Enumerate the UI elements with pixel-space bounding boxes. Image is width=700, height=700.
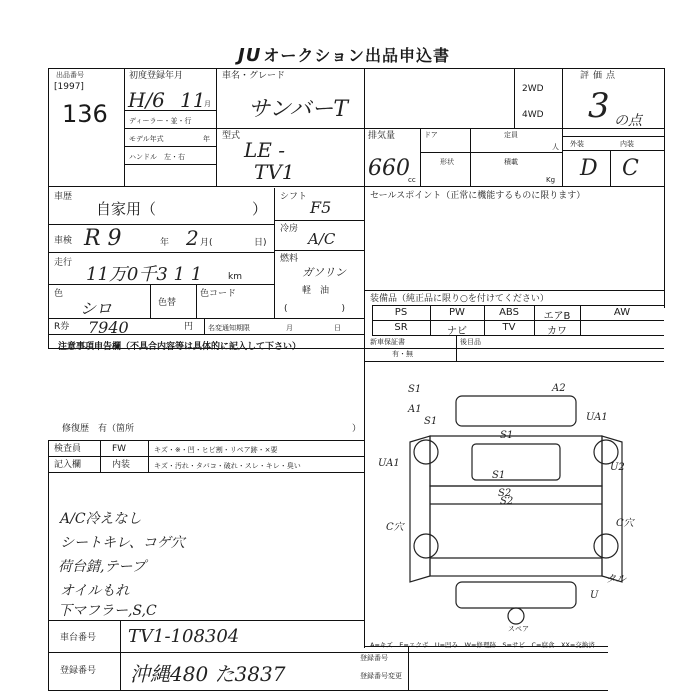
drive-2wd: 2WD [522, 84, 544, 94]
yen-unit: 円 [184, 322, 194, 332]
year-unit: 年 [203, 135, 210, 143]
sales-label: セールスポイント（正常に機能するものに限ります） [370, 191, 586, 201]
car-name-label: 車名・グレード [222, 71, 286, 81]
equipment-row1-item-4: AW [613, 307, 631, 318]
door-label: ドア [424, 131, 438, 139]
paren: ( ) [284, 304, 346, 314]
inspection-year-hand: R 9 [84, 226, 122, 251]
entry-year: [1997] [54, 82, 84, 92]
diagram-wheel-fr [594, 440, 618, 464]
damage-mark: タル [606, 574, 626, 585]
fw-label: FW [112, 444, 127, 454]
first-reg-month: 11 [180, 88, 206, 112]
reg-label: 登録番号 [60, 666, 97, 676]
transfer-label: 名変通知期限 [208, 324, 250, 332]
recycle-value: 7940 [88, 318, 129, 337]
chassis-label: 車台番号 [60, 633, 97, 643]
history-close: ） [252, 200, 268, 218]
transfer-day: 日 [334, 324, 341, 332]
title-text: オークション出品申込書 [263, 46, 451, 65]
diesel-label: 軽 油 [302, 286, 330, 296]
fw-text: キズ・※・凹・ヒビ割・リペア跡・×要 [154, 446, 278, 454]
drive-4wd: 4WD [522, 110, 544, 120]
after-label: 後目品 [460, 338, 481, 346]
dealer-label: ディーラー・並・行 [129, 117, 192, 125]
load-unit: Kg [546, 176, 556, 184]
handwritten-note: A/C冷えなし [60, 511, 142, 527]
handwritten-note: 荷台錆,テープ [58, 559, 146, 575]
entry-label: 出品番号 [56, 71, 84, 79]
fuel-label: 燃料 [280, 254, 299, 264]
entry-number: 136 [62, 100, 108, 128]
repair-close: ） [352, 424, 362, 434]
damage-mark: C穴 [616, 518, 634, 529]
equipment-row1-item-2: ABS [499, 307, 519, 318]
inspection-month-hand: 2 [186, 226, 199, 250]
diagram-roof [456, 396, 576, 426]
inspector-entry-label: 記入欄 [54, 460, 82, 470]
month-unit: 月 [204, 100, 211, 108]
equipment-row1-item-0: PS [394, 307, 408, 318]
damage-mark: U2 [610, 462, 625, 473]
diagram-wheel-fl [414, 440, 438, 464]
equipment-row2-item-2: TV [502, 322, 516, 333]
disp-label: 排気量 [368, 131, 396, 141]
damage-mark: UA1 [586, 412, 608, 423]
warranty-yes-no: 有・無 [392, 350, 413, 358]
color-code-label: 色コード [200, 289, 237, 299]
damage-mark: S1 [500, 430, 514, 441]
model-hand-2: TV1 [254, 160, 295, 184]
interior-label: 内装 [112, 460, 131, 470]
history-label: 車歴 [54, 192, 73, 202]
capacity-unit: 人 [552, 143, 559, 151]
inspection-month-unit: 月( [200, 238, 213, 248]
damage-legend: A=キズ E=エクボ U=凹み W=修理跡 S=サビ C=腐食 XX=交換済 [370, 641, 595, 649]
eval-score: 3 [588, 86, 610, 126]
mileage-label: 走行 [54, 258, 73, 268]
damage-mark: S1 [408, 384, 422, 395]
cooling-label: 冷房 [280, 224, 299, 234]
first-reg-label: 初度登録年月 [129, 71, 184, 81]
handwritten-note: 下マフラー,S,C [58, 603, 157, 619]
transfer-label-2: 登録番号変更 [360, 672, 402, 680]
diagram-windshield [472, 444, 560, 480]
warranty-label: 新車保証書 [370, 338, 405, 346]
eval-label: 評価点 [580, 71, 620, 81]
mileage-unit: km [228, 272, 242, 282]
color-value: シロ [80, 299, 113, 318]
equipment-row2-item-1: ナビ [447, 326, 467, 337]
damage-mark: C穴 [386, 522, 404, 533]
load-label: 積載 [504, 158, 518, 166]
handwritten-note: シートキレ、コゲ穴 [60, 535, 185, 551]
ext-grade: D [580, 156, 598, 181]
damage-mark: S1 [492, 470, 506, 481]
diagram-spare [508, 608, 524, 624]
diagram-bed [430, 486, 602, 576]
shift-label: シフト [280, 192, 308, 202]
interior-text: キズ・汚れ・タバコ・破れ・スレ・キレ・臭い [154, 462, 301, 470]
diagram-wheel-rr [594, 534, 618, 558]
equipment-label: 装備品（純正品に限り○を付けてください） [370, 294, 549, 304]
damage-mark: A1 [408, 404, 422, 415]
handwritten-note: オイルもれ [60, 583, 130, 599]
damage-mark: S1 [424, 416, 438, 427]
capacity-label: 定員 [504, 131, 518, 139]
notes-label: 注意事項申告欄（不具合内容等は具体的に記入して下さい） [58, 342, 302, 352]
equipment-row1-item-3: エアB [543, 311, 571, 322]
mileage-value: 11万0千3 1 1 [86, 264, 203, 285]
model-label: 型式 [222, 131, 241, 141]
ju-logo: JU [238, 45, 262, 66]
color-change-label: 色替 [158, 298, 177, 308]
spare-label: スペア [508, 625, 529, 633]
car-name: サンバーT [248, 97, 349, 122]
diagram-left-side [410, 436, 430, 582]
equipment-row1-item-1: PW [449, 307, 465, 318]
diagram-rear [456, 582, 576, 608]
model-hand-1: LE - [244, 138, 285, 162]
damage-mark: A2 [552, 383, 566, 394]
model-year-label: モデル年式 [129, 135, 164, 143]
equipment-row2-item-3: カワ [547, 326, 567, 337]
damage-mark: UA1 [378, 458, 400, 469]
disp-unit: cc [408, 176, 416, 184]
int-label: 内装 [620, 140, 634, 148]
first-reg-year: H/6 [128, 88, 165, 112]
cooling-value: A/C [308, 230, 336, 248]
inspection-label: 車検 [54, 236, 73, 246]
ext-label: 外装 [570, 140, 584, 148]
equipment-row2-item-0: SR [394, 322, 408, 333]
handle-label: ハンドル 左・右 [129, 153, 185, 161]
transfer-month: 月 [286, 324, 293, 332]
damage-mark: U [590, 590, 599, 601]
chassis-value: TV1-108304 [128, 626, 240, 647]
diagram-right-side [602, 436, 622, 582]
diagram-wheel-rl [414, 534, 438, 558]
damage-mark: S2 [500, 496, 514, 507]
repair-label: 修復歴 有（箇所 [62, 424, 135, 434]
recycle-label: R券 [54, 322, 70, 332]
shift-value: F5 [310, 198, 332, 217]
transfer-label-1: 登録番号 [360, 654, 388, 662]
disp-value: 660 [368, 156, 410, 181]
inspector-label: 検査員 [54, 444, 82, 454]
inspection-year-unit: 年 [160, 238, 170, 248]
damage-mark: S2 [498, 488, 512, 499]
color-label: 色 [54, 289, 64, 299]
shape-label: 形状 [440, 158, 454, 166]
inspection-day-unit: 日) [254, 238, 267, 248]
reg-value: 沖縄480 た3837 [130, 662, 286, 686]
form-title [238, 43, 450, 66]
eval-score-unit: の点 [614, 113, 642, 129]
int-grade: C [622, 156, 639, 181]
fuel-value: ガソリン [302, 266, 346, 279]
history-value: 自家用（ [96, 200, 157, 218]
